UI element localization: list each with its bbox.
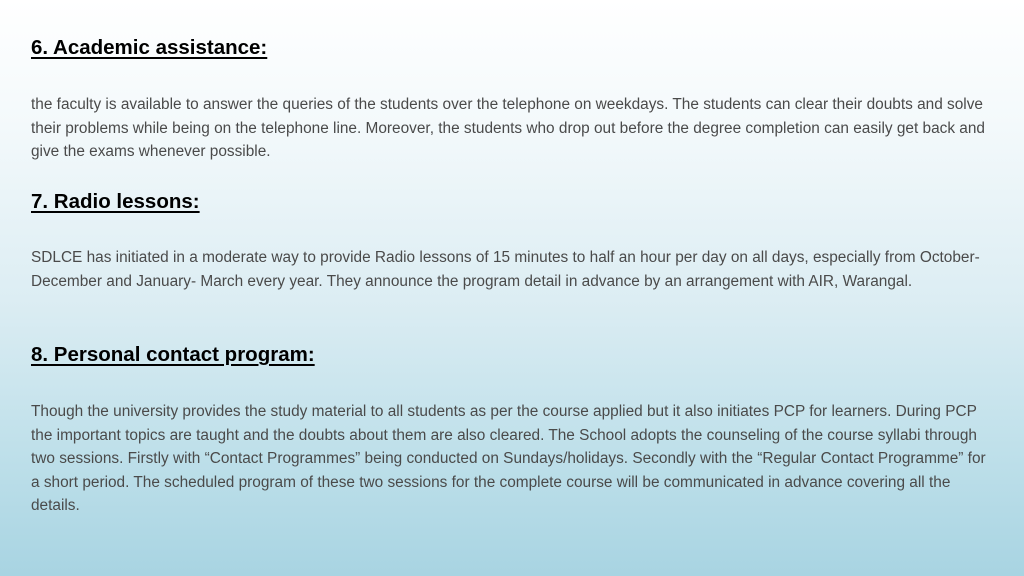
section-academic-assistance-heading xyxy=(31,36,991,60)
heading-academic-assistance: 6. Academic assistance: xyxy=(31,36,268,59)
section-personal-contact-heading xyxy=(31,343,991,367)
heading-radio-lessons: 7. Radio lessons: xyxy=(31,190,200,213)
section-personal-contact-body xyxy=(31,400,991,518)
heading-personal-contact-program: 8. Personal contact program: xyxy=(31,343,315,366)
paragraph-academic-assistance: the faculty is available to answer the queries of the students over the telephone on weekdays. The students can clear their doubts and solve their problems while being on the telephone line. Moreover, the students who drop out before the degree completion can easily get back and give the exams whenever possible. xyxy=(31,96,985,160)
paragraph-radio-lessons: SDLCE has initiated in a moderate way to provide Radio lessons of 15 minutes to half an hour per day on all days, especially from October-December and January- March every year. They announce the program detail in advance by an arrangement with AIR, Warangal. xyxy=(31,249,980,290)
paragraph-personal-contact-program: Though the university provides the study material to all students as per the course applied but it also initiates PCP for learners. During PCP the important topics are taught and the doubts about them are also cleared. The School adopts the counseling of the course syllabi through two sessions. Firstly with “Contact Programmes” being conducted on Sundays/holidays. Secondly with the “Regular Contact Programme” for a short period. The scheduled program of these two sessions for the complete course will be communicated in advance covering all the details. xyxy=(31,403,986,514)
section-radio-lessons-heading xyxy=(31,190,991,214)
section-academic-assistance-body xyxy=(31,93,991,164)
section-radio-lessons-body xyxy=(31,246,991,293)
